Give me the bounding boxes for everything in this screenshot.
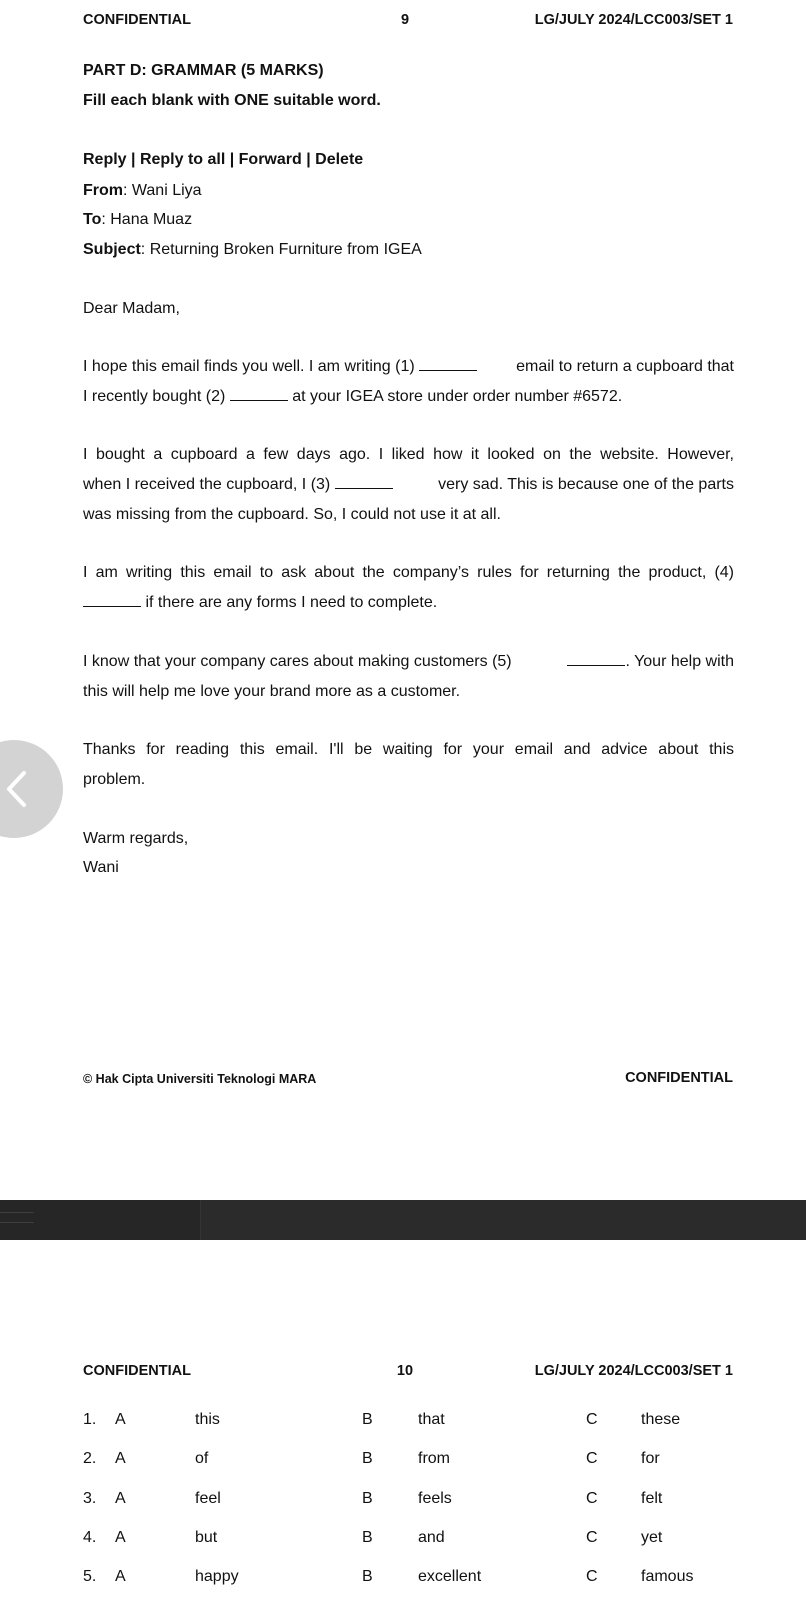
paragraph-4-line-1 <box>83 647 734 677</box>
instruction: Fill each blank with ONE suitable word. <box>83 92 381 109</box>
p1-text-d: at your IGEA store under order number #6572. <box>292 388 623 405</box>
option-b-letter: B <box>362 1568 373 1585</box>
blank-2 <box>230 386 288 401</box>
paragraph-1-line-2 <box>83 382 734 412</box>
from-label: From <box>83 182 123 199</box>
to-value: : Hana Muaz <box>101 211 193 228</box>
option-b-letter: B <box>362 1490 373 1507</box>
blank-3 <box>335 474 393 489</box>
option-c-letter: C <box>586 1568 598 1585</box>
option-c-word: felt <box>641 1490 663 1507</box>
option-a-word: of <box>195 1450 209 1467</box>
option-b-letter: B <box>362 1450 373 1467</box>
option-a-word: but <box>195 1529 218 1546</box>
option-b-word: and <box>418 1529 445 1546</box>
option-a-word: happy <box>195 1568 239 1585</box>
part-title: PART D: GRAMMAR (5 MARKS) <box>83 62 324 79</box>
paragraph-2-line-3: was missing from the cupboard. So, I could not use it at all. <box>83 506 501 523</box>
page-header-left: CONFIDENTIAL <box>83 12 191 28</box>
chevron-left-icon <box>5 770 27 808</box>
question-number: 1. <box>83 1411 97 1428</box>
page2-header-right: LG/JULY 2024/LCC003/SET 1 <box>534 1363 733 1379</box>
paragraph-3-line-1: I am writing this email to ask about the company’s rules for returning the product, (4) <box>83 564 734 581</box>
to-label: To <box>83 211 102 228</box>
option-a-letter: A <box>115 1529 126 1546</box>
option-b-word: from <box>418 1450 450 1467</box>
salutation: Dear Madam, <box>83 300 180 317</box>
paragraph-5-line-2: problem. <box>83 771 146 788</box>
paragraph-3-line-2 <box>83 588 734 618</box>
p4-text-b: . Your help with <box>625 653 734 670</box>
subject-label: Subject <box>83 241 141 258</box>
subject-value: : Returning Broken Furniture from IGEA <box>140 241 422 258</box>
option-c-word: yet <box>641 1529 663 1546</box>
page-separator-line <box>0 1212 34 1213</box>
paragraph-1-line-1 <box>83 352 734 382</box>
option-c-word: for <box>641 1450 660 1467</box>
from-value: : Wani Liya <box>123 182 202 199</box>
question-number: 3. <box>83 1490 97 1507</box>
option-b-letter: B <box>362 1529 373 1546</box>
p1-text-c: I recently bought (2) <box>83 388 226 405</box>
option-b-word: excellent <box>418 1568 482 1585</box>
p1-text-a: I hope this email finds you well. I am writing (1) <box>83 358 415 375</box>
answer-row <box>0 1490 806 1514</box>
answer-row <box>0 1568 806 1592</box>
page2-header-left: CONFIDENTIAL <box>83 1363 191 1379</box>
p2-text-b: when I received the cupboard, I (3) <box>83 476 331 493</box>
email-actions: Reply | Reply to all | Forward | Delete <box>83 151 364 168</box>
paragraph-4-line-2: this will help me love your brand more as a customer. <box>83 683 461 700</box>
option-b-letter: B <box>362 1411 373 1428</box>
page2-number: 10 <box>396 1363 414 1379</box>
question-number: 2. <box>83 1450 97 1467</box>
back-button[interactable] <box>0 740 63 838</box>
question-number: 4. <box>83 1529 97 1546</box>
option-c-letter: C <box>586 1411 598 1428</box>
answer-row <box>0 1529 806 1553</box>
paragraph-2-line-1: I bought a cupboard a few days ago. I liked how it looked on the website. However, <box>83 446 734 463</box>
paragraph-2-line-2 <box>83 470 734 500</box>
page-number: 9 <box>400 12 410 28</box>
option-a-word: feel <box>195 1490 221 1507</box>
option-c-letter: C <box>586 1490 598 1507</box>
email-from <box>83 176 734 206</box>
option-b-word: feels <box>418 1490 452 1507</box>
option-a-letter: A <box>115 1490 126 1507</box>
question-number: 5. <box>83 1568 97 1585</box>
answer-row <box>0 1411 806 1435</box>
page-separator-line <box>0 1222 34 1223</box>
page-footer-right: CONFIDENTIAL <box>625 1070 733 1086</box>
paragraph-5-line-1: Thanks for reading this email. I'll be waiting for your email and advice about this <box>83 741 734 758</box>
p2-text-c: very sad. This is because one of the parts <box>438 476 734 493</box>
p1-text-b: email to return a cupboard that <box>516 358 734 375</box>
option-c-letter: C <box>586 1529 598 1546</box>
signature: Wani <box>83 859 119 876</box>
option-a-letter: A <box>115 1568 126 1585</box>
option-c-word: famous <box>641 1568 694 1585</box>
option-a-word: this <box>195 1411 220 1428</box>
p4-text-a: I know that your company cares about making customers (5) <box>83 653 512 670</box>
page-header-right: LG/JULY 2024/LCC003/SET 1 <box>534 12 733 28</box>
blank-5 <box>567 651 625 666</box>
closing: Warm regards, <box>83 830 189 847</box>
option-a-letter: A <box>115 1411 126 1428</box>
page-separator-segment <box>0 1200 201 1240</box>
page-footer-left: © Hak Cipta Universiti Teknologi MARA <box>83 1072 317 1086</box>
email-to <box>83 205 734 235</box>
answer-row <box>0 1450 806 1474</box>
blank-1 <box>419 356 477 371</box>
blank-4 <box>83 592 141 607</box>
p3-text-b: if there are any forms I need to complete. <box>145 594 438 611</box>
option-a-letter: A <box>115 1450 126 1467</box>
option-b-word: that <box>418 1411 445 1428</box>
email-subject <box>83 235 734 265</box>
option-c-word: these <box>641 1411 681 1428</box>
option-c-letter: C <box>586 1450 598 1467</box>
